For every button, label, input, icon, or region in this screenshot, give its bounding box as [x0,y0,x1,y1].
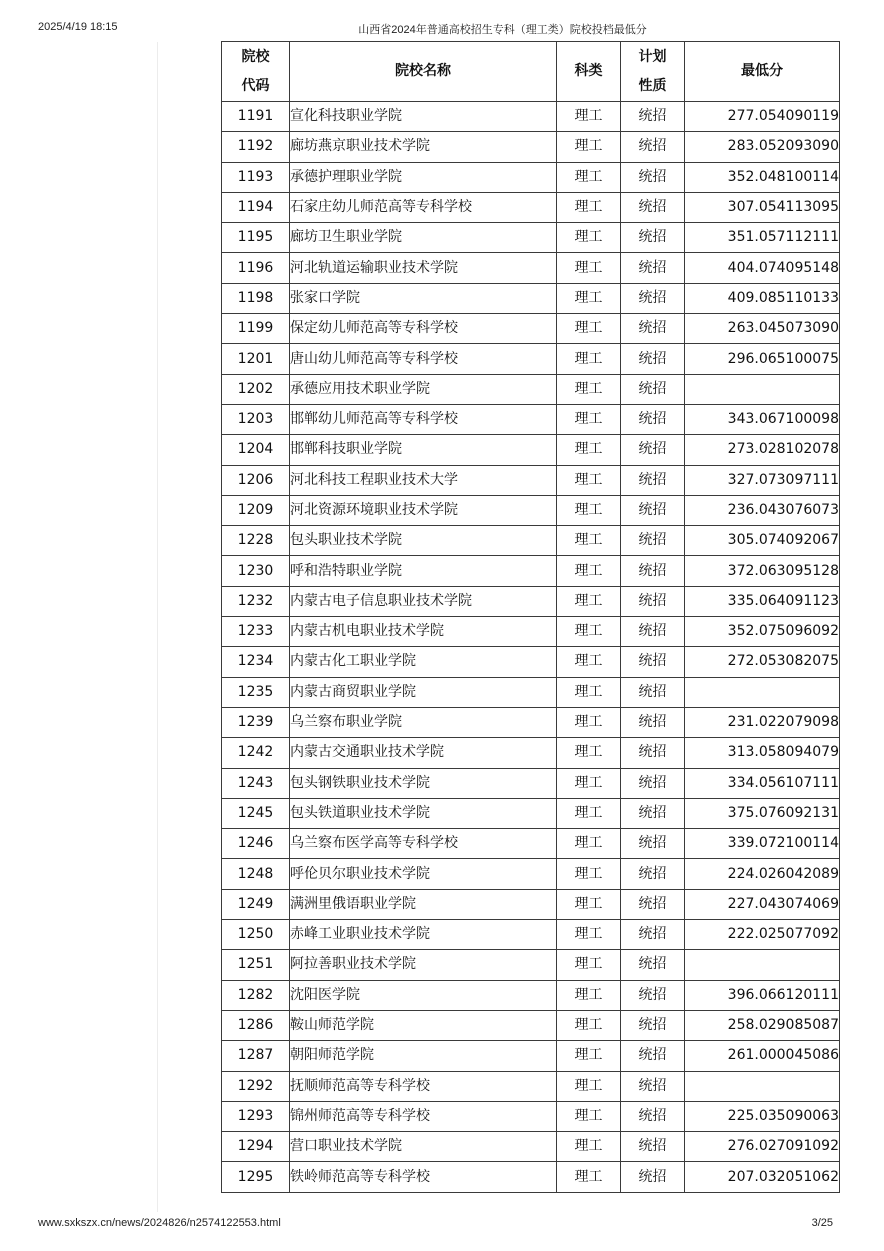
plan-type-cell: 统招 [621,768,685,798]
min-score-cell: 263.045073090 [685,314,840,344]
school-name-cell: 阿拉善职业技术学院 [290,950,557,980]
min-score-cell: 375.076092131 [685,798,840,828]
table-row [222,1071,840,1101]
table-row [222,1041,840,1071]
min-score-cell: 372.063095128 [685,556,840,586]
min-score-cell: 273.028102078 [685,435,840,465]
source-url: www.sxkszx.cn/news/2024826/n2574122553.html [38,1217,281,1229]
school-name-cell: 沈阳医学院 [290,980,557,1010]
school-code-cell: 1232 [222,586,290,616]
table-row [222,980,840,1010]
school-code-cell: 1192 [222,132,290,162]
school-code-cell: 1204 [222,435,290,465]
min-score-cell: 409.085110133 [685,283,840,313]
subject-cell: 理工 [557,586,621,616]
plan-type-cell: 统招 [621,102,685,132]
school-name-cell: 抚顺师范高等专科学校 [290,1071,557,1101]
page-title: 山西省2024年普通高校招生专科（理工类）院校投档最低分 [358,24,647,36]
school-name-cell: 铁岭师范高等专科学校 [290,1162,557,1192]
school-code-cell: 1293 [222,1101,290,1131]
plan-type-cell: 统招 [621,677,685,707]
admission-score-table [221,41,840,1193]
table-row [222,102,840,132]
subject-cell: 理工 [557,314,621,344]
table-row [222,132,840,162]
school-name-cell: 内蒙古电子信息职业技术学院 [290,586,557,616]
subject-cell: 理工 [557,192,621,222]
min-score-cell: 231.022079098 [685,707,840,737]
min-score-cell: 272.053082075 [685,647,840,677]
min-score-cell: 277.054090119 [685,102,840,132]
table-row [222,859,840,889]
table-row [222,314,840,344]
table-row [222,223,840,253]
header-school-name: 院校名称 [290,42,557,102]
min-score-cell [685,950,840,980]
header-subject: 科类 [557,42,621,102]
school-name-cell: 石家庄幼儿师范高等专科学校 [290,192,557,222]
school-name-cell: 赤峰工业职业技术学院 [290,920,557,950]
plan-type-cell: 统招 [621,556,685,586]
table-row [222,435,840,465]
school-code-cell: 1203 [222,404,290,434]
school-name-cell: 河北轨道运输职业技术学院 [290,253,557,283]
school-name-cell: 包头铁道职业技术学院 [290,798,557,828]
plan-type-cell: 统招 [621,889,685,919]
table-row [222,647,840,677]
school-name-cell: 内蒙古商贸职业学院 [290,677,557,707]
table-header-row [222,42,840,102]
table-row [222,404,840,434]
plan-type-cell: 统招 [621,1162,685,1192]
subject-cell: 理工 [557,1041,621,1071]
subject-cell: 理工 [557,465,621,495]
table-row [222,617,840,647]
school-name-cell: 邯郸幼儿师范高等专科学校 [290,404,557,434]
table-row [222,162,840,192]
min-score-cell: 224.026042089 [685,859,840,889]
subject-cell: 理工 [557,1132,621,1162]
min-score-cell: 335.064091123 [685,586,840,616]
school-code-cell: 1242 [222,738,290,768]
school-code-cell: 1243 [222,768,290,798]
plan-type-cell: 统招 [621,1071,685,1101]
school-name-cell: 宣化科技职业学院 [290,102,557,132]
school-code-cell: 1251 [222,950,290,980]
school-name-cell: 乌兰察布医学高等专科学校 [290,829,557,859]
plan-type-cell: 统招 [621,344,685,374]
table-row [222,556,840,586]
subject-cell: 理工 [557,344,621,374]
subject-cell: 理工 [557,283,621,313]
min-score-cell: 404.074095148 [685,253,840,283]
plan-type-cell: 统招 [621,465,685,495]
table-row [222,1101,840,1131]
school-name-cell: 满洲里俄语职业学院 [290,889,557,919]
school-code-cell: 1295 [222,1162,290,1192]
table-row [222,344,840,374]
min-score-cell: 351.057112111 [685,223,840,253]
min-score-cell: 313.058094079 [685,738,840,768]
school-name-cell: 呼和浩特职业学院 [290,556,557,586]
min-score-cell [685,1071,840,1101]
table-row [222,1132,840,1162]
school-code-cell: 1287 [222,1041,290,1071]
plan-type-cell: 统招 [621,829,685,859]
school-code-cell: 1282 [222,980,290,1010]
school-name-cell: 保定幼儿师范高等专科学校 [290,314,557,344]
school-name-cell: 朝阳师范学院 [290,1041,557,1071]
table-row [222,829,840,859]
min-score-cell: 261.000045086 [685,1041,840,1071]
subject-cell: 理工 [557,647,621,677]
school-name-cell: 廊坊燕京职业技术学院 [290,132,557,162]
school-name-cell: 河北资源环境职业技术学院 [290,495,557,525]
plan-type-cell: 统招 [621,980,685,1010]
school-name-cell: 张家口学院 [290,283,557,313]
min-score-cell: 334.056107111 [685,768,840,798]
school-code-cell: 1245 [222,798,290,828]
school-code-cell: 1286 [222,1010,290,1040]
print-datetime: 2025/4/19 18:15 [38,21,118,33]
school-code-cell: 1194 [222,192,290,222]
subject-cell: 理工 [557,223,621,253]
plan-type-cell: 统招 [621,859,685,889]
plan-type-cell: 统招 [621,617,685,647]
table-row [222,192,840,222]
min-score-cell: 207.032051062 [685,1162,840,1192]
plan-type-cell: 统招 [621,920,685,950]
school-code-cell: 1235 [222,677,290,707]
school-name-cell: 包头钢铁职业技术学院 [290,768,557,798]
table-row [222,889,840,919]
school-name-cell: 内蒙古交通职业技术学院 [290,738,557,768]
min-score-cell: 352.048100114 [685,162,840,192]
header-plan-type: 计划 性质 [621,42,685,102]
school-code-cell: 1250 [222,920,290,950]
plan-type-cell: 统招 [621,647,685,677]
school-name-cell: 营口职业技术学院 [290,1132,557,1162]
table-row [222,1162,840,1192]
subject-cell: 理工 [557,768,621,798]
min-score-cell: 222.025077092 [685,920,840,950]
subject-cell: 理工 [557,829,621,859]
table-row [222,1010,840,1040]
subject-cell: 理工 [557,435,621,465]
school-name-cell: 呼伦贝尔职业技术学院 [290,859,557,889]
school-code-cell: 1239 [222,707,290,737]
min-score-cell: 396.066120111 [685,980,840,1010]
min-score-cell: 352.075096092 [685,617,840,647]
table-row [222,707,840,737]
plan-type-cell: 统招 [621,223,685,253]
plan-type-cell: 统招 [621,495,685,525]
min-score-cell: 305.074092067 [685,526,840,556]
table-row [222,374,840,404]
table-row [222,586,840,616]
min-score-cell: 307.054113095 [685,192,840,222]
school-code-cell: 1249 [222,889,290,919]
plan-type-cell: 统招 [621,162,685,192]
header-school-code: 院校 代码 [222,42,290,102]
school-name-cell: 鞍山师范学院 [290,1010,557,1040]
school-name-cell: 唐山幼儿师范高等专科学校 [290,344,557,374]
plan-type-cell: 统招 [621,1010,685,1040]
subject-cell: 理工 [557,102,621,132]
school-code-cell: 1206 [222,465,290,495]
school-name-cell: 廊坊卫生职业学院 [290,223,557,253]
page-number: 3/25 [811,1217,833,1229]
plan-type-cell: 统招 [621,950,685,980]
school-name-cell: 内蒙古机电职业技术学院 [290,617,557,647]
plan-type-cell: 统招 [621,283,685,313]
subject-cell: 理工 [557,556,621,586]
school-code-cell: 1294 [222,1132,290,1162]
min-score-cell: 327.073097111 [685,465,840,495]
min-score-cell: 227.043074069 [685,889,840,919]
min-score-cell [685,374,840,404]
subject-cell: 理工 [557,253,621,283]
school-code-cell: 1191 [222,102,290,132]
plan-type-cell: 统招 [621,707,685,737]
plan-type-cell: 统招 [621,1101,685,1131]
plan-type-cell: 统招 [621,738,685,768]
plan-type-cell: 统招 [621,192,685,222]
school-code-cell: 1201 [222,344,290,374]
school-code-cell: 1202 [222,374,290,404]
min-score-cell: 283.052093090 [685,132,840,162]
min-score-cell: 225.035090063 [685,1101,840,1131]
plan-type-cell: 统招 [621,404,685,434]
school-name-cell: 锦州师范高等专科学校 [290,1101,557,1131]
min-score-cell: 236.043076073 [685,495,840,525]
subject-cell: 理工 [557,404,621,434]
subject-cell: 理工 [557,920,621,950]
plan-type-cell: 统招 [621,586,685,616]
plan-type-cell: 统招 [621,435,685,465]
subject-cell: 理工 [557,707,621,737]
table-row [222,920,840,950]
school-code-cell: 1196 [222,253,290,283]
min-score-cell: 343.067100098 [685,404,840,434]
subject-cell: 理工 [557,162,621,192]
min-score-cell: 296.065100075 [685,344,840,374]
school-name-cell: 内蒙古化工职业学院 [290,647,557,677]
subject-cell: 理工 [557,677,621,707]
school-code-cell: 1233 [222,617,290,647]
school-code-cell: 1228 [222,526,290,556]
plan-type-cell: 统招 [621,314,685,344]
school-name-cell: 承德应用技术职业学院 [290,374,557,404]
school-code-cell: 1234 [222,647,290,677]
table-row [222,738,840,768]
school-name-cell: 承德护理职业学院 [290,162,557,192]
plan-type-cell: 统招 [621,526,685,556]
subject-cell: 理工 [557,1101,621,1131]
school-code-cell: 1248 [222,859,290,889]
subject-cell: 理工 [557,132,621,162]
plan-type-cell: 统招 [621,374,685,404]
min-score-cell [685,677,840,707]
school-code-cell: 1230 [222,556,290,586]
subject-cell: 理工 [557,798,621,828]
school-code-cell: 1198 [222,283,290,313]
subject-cell: 理工 [557,495,621,525]
header-min-score: 最低分 [685,42,840,102]
min-score-cell: 276.027091092 [685,1132,840,1162]
table-row [222,677,840,707]
subject-cell: 理工 [557,950,621,980]
school-name-cell: 包头职业技术学院 [290,526,557,556]
plan-type-cell: 统招 [621,1132,685,1162]
subject-cell: 理工 [557,980,621,1010]
plan-type-cell: 统招 [621,253,685,283]
subject-cell: 理工 [557,859,621,889]
subject-cell: 理工 [557,1162,621,1192]
school-code-cell: 1195 [222,223,290,253]
school-code-cell: 1209 [222,495,290,525]
school-code-cell: 1199 [222,314,290,344]
subject-cell: 理工 [557,617,621,647]
plan-type-cell: 统招 [621,1041,685,1071]
subject-cell: 理工 [557,374,621,404]
school-code-cell: 1193 [222,162,290,192]
subject-cell: 理工 [557,889,621,919]
table-row [222,950,840,980]
margin-divider [157,42,158,1212]
subject-cell: 理工 [557,1071,621,1101]
plan-type-cell: 统招 [621,798,685,828]
table-row [222,526,840,556]
min-score-cell: 339.072100114 [685,829,840,859]
min-score-cell: 258.029085087 [685,1010,840,1040]
school-name-cell: 邯郸科技职业学院 [290,435,557,465]
table-row [222,283,840,313]
subject-cell: 理工 [557,1010,621,1040]
table-row [222,465,840,495]
table-row [222,495,840,525]
school-name-cell: 河北科技工程职业技术大学 [290,465,557,495]
table-row [222,798,840,828]
table-row [222,768,840,798]
table-row [222,253,840,283]
school-code-cell: 1292 [222,1071,290,1101]
subject-cell: 理工 [557,526,621,556]
school-name-cell: 乌兰察布职业学院 [290,707,557,737]
plan-type-cell: 统招 [621,132,685,162]
school-code-cell: 1246 [222,829,290,859]
subject-cell: 理工 [557,738,621,768]
